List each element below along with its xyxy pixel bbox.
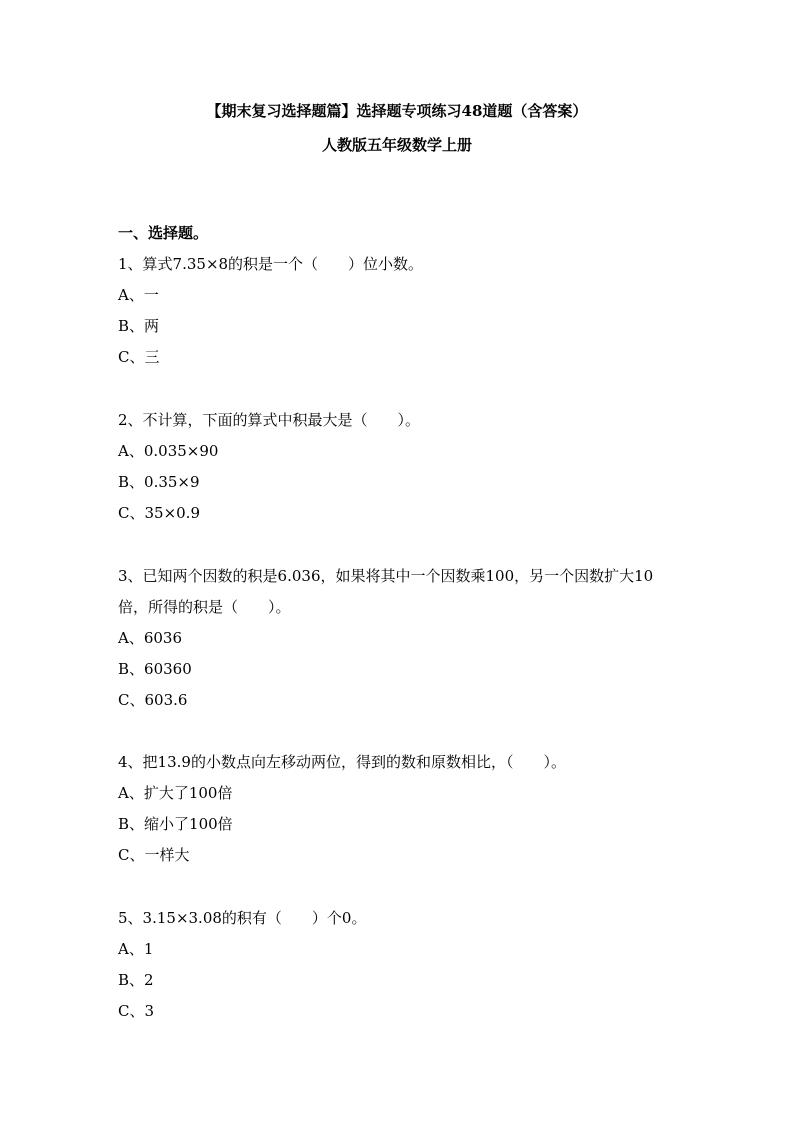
question-4-option-b: B、缩小了100倍 [118,815,233,833]
question-3-stem-line-2: 倍，所得的积是（ ）。 [118,598,291,616]
question-2-option-a: A、0.035×90 [118,442,219,460]
question-3-stem-line-1: 3、已知两个因数的积是6.036，如果将其中一个因数乘100，另一个因数扩大10 [118,567,654,585]
question-5-option-a: A、1 [118,940,154,958]
question-2-stem: 2、不计算，下面的算式中积最大是（ ）。 [118,411,421,429]
question-5-option-c: C、3 [118,1002,155,1020]
section-heading: 一、选择题。 [118,224,209,242]
question-3-option-a: A、6036 [118,629,183,647]
question-1-option-a: A、一 [118,286,159,304]
question-5-option-b: B、2 [118,971,154,989]
question-4-option-a: A、扩大了100倍 [118,784,233,802]
question-1-option-b: B、两 [118,317,160,335]
document-title: 【期末复习选择题篇】选择题专项练习48道题（含答案） [206,102,588,120]
question-4-stem: 4、把13.9的小数点向左移动两位，得到的数和原数相比，（ ）。 [118,753,566,771]
question-5-stem: 5、3.15×3.08的积有（ ）个0。 [118,909,367,927]
question-3-option-c: C、603.6 [118,691,188,709]
question-4-option-c: C、一样大 [118,846,190,864]
question-3-option-b: B、60360 [118,660,192,678]
question-2-option-b: B、0.35×9 [118,473,200,491]
document-subtitle: 人教版五年级数学上册 [321,136,472,154]
question-1-stem: 1、算式7.35×8的积是一个（ ）位小数。 [118,255,424,273]
question-1-option-c: C、三 [118,348,160,366]
question-2-option-c: C、35×0.9 [118,504,200,522]
